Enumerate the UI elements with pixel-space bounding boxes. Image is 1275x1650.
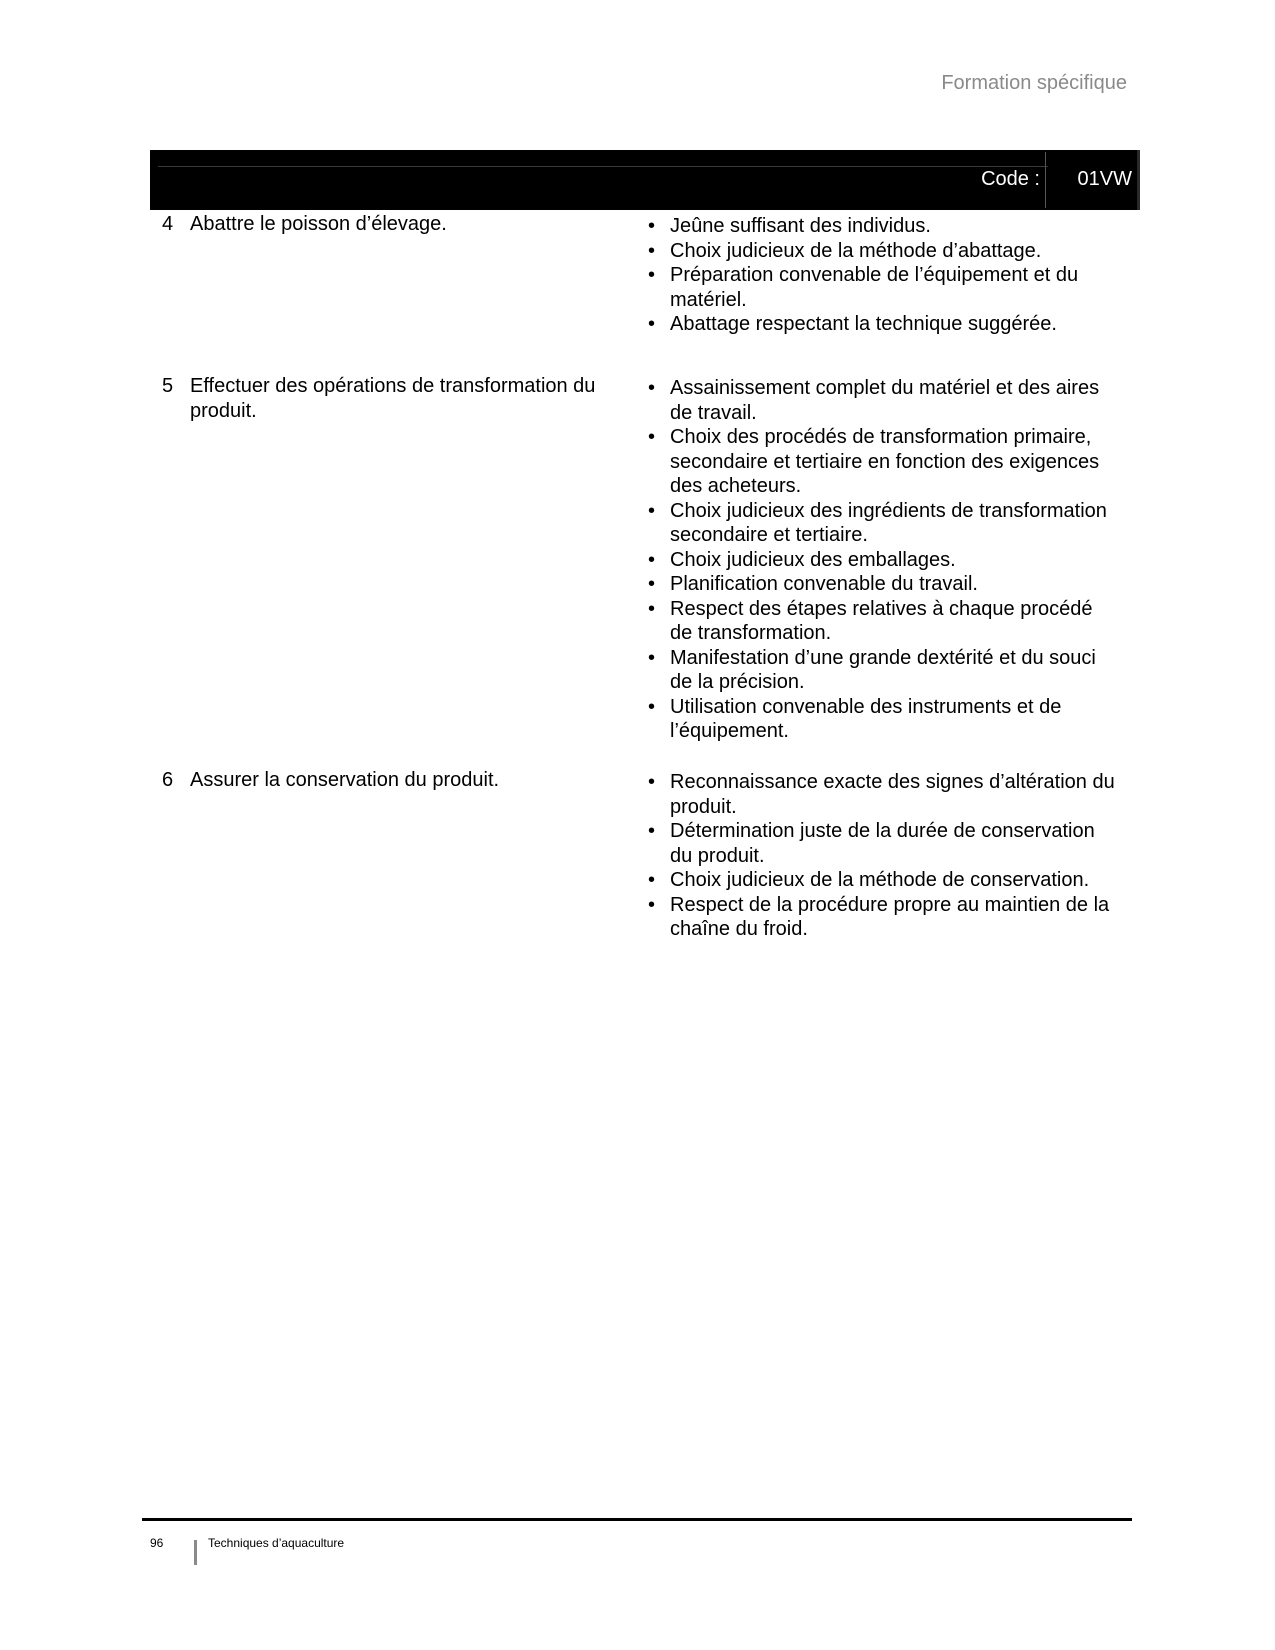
footer-document-title: Techniques d’aquaculture: [208, 1536, 345, 1550]
code-bar-edge: [1137, 150, 1140, 210]
criterion: • Manifestation d’une grande dextérité et du souci de la précision.: [640, 646, 1120, 695]
item-number: 5: [162, 375, 174, 397]
criterion: • Planification convenable du travail.: [640, 572, 1120, 597]
item-number: 6: [162, 769, 174, 791]
item-number: 4: [162, 213, 174, 235]
item-title: Abattre le poisson d’élevage.: [190, 213, 447, 235]
criteria-list: [640, 214, 1120, 337]
criterion: • Choix judicieux des emballages.: [640, 548, 1120, 573]
criteria-list: [640, 770, 1120, 942]
code-bar-rule: [158, 166, 1048, 167]
criterion: • Abattage respectant la technique suggérée.: [640, 312, 1120, 337]
criteria-list: [640, 376, 1120, 744]
criterion: • Choix des procédés de transformation primaire, secondaire et tertiaire en fonction des exigences des acheteurs.: [640, 425, 1120, 499]
criterion: • Jeûne suffisant des individus.: [640, 214, 1120, 239]
criterion: • Choix judicieux de la méthode de conservation.: [640, 868, 1120, 893]
criterion: • Assainissement complet du matériel et des aires de travail.: [640, 376, 1120, 425]
code-label: Code :: [981, 168, 1040, 190]
code-value: 01VW: [1077, 168, 1132, 190]
page-number: 96: [150, 1536, 164, 1550]
code-bar-separator: [1045, 152, 1046, 208]
criterion: • Choix judicieux des ingrédients de transformation secondaire et tertiaire.: [640, 499, 1120, 548]
running-head: Formation spécifique: [941, 72, 1127, 94]
footer-rule: [142, 1518, 1132, 1521]
code-bar: [150, 150, 1140, 210]
criterion: • Respect de la procédure propre au maintien de la chaîne du froid.: [640, 893, 1120, 942]
criterion: • Utilisation convenable des instruments et de l’équipement.: [640, 695, 1120, 744]
criterion: • Choix judicieux de la méthode d’abattage.: [640, 239, 1120, 264]
criterion: • Reconnaissance exacte des signes d’altération du produit.: [640, 770, 1120, 819]
criterion: • Détermination juste de la durée de conservation du produit.: [640, 819, 1120, 868]
item-title: Assurer la conservation du produit.: [190, 769, 500, 791]
criterion: • Respect des étapes relatives à chaque procédé de transformation.: [640, 597, 1120, 646]
criterion: • Préparation convenable de l’équipement et du matériel.: [640, 263, 1120, 312]
item-title: Effectuer des opérations de transformation du produit.: [190, 375, 596, 422]
footer-divider: [194, 1540, 197, 1565]
